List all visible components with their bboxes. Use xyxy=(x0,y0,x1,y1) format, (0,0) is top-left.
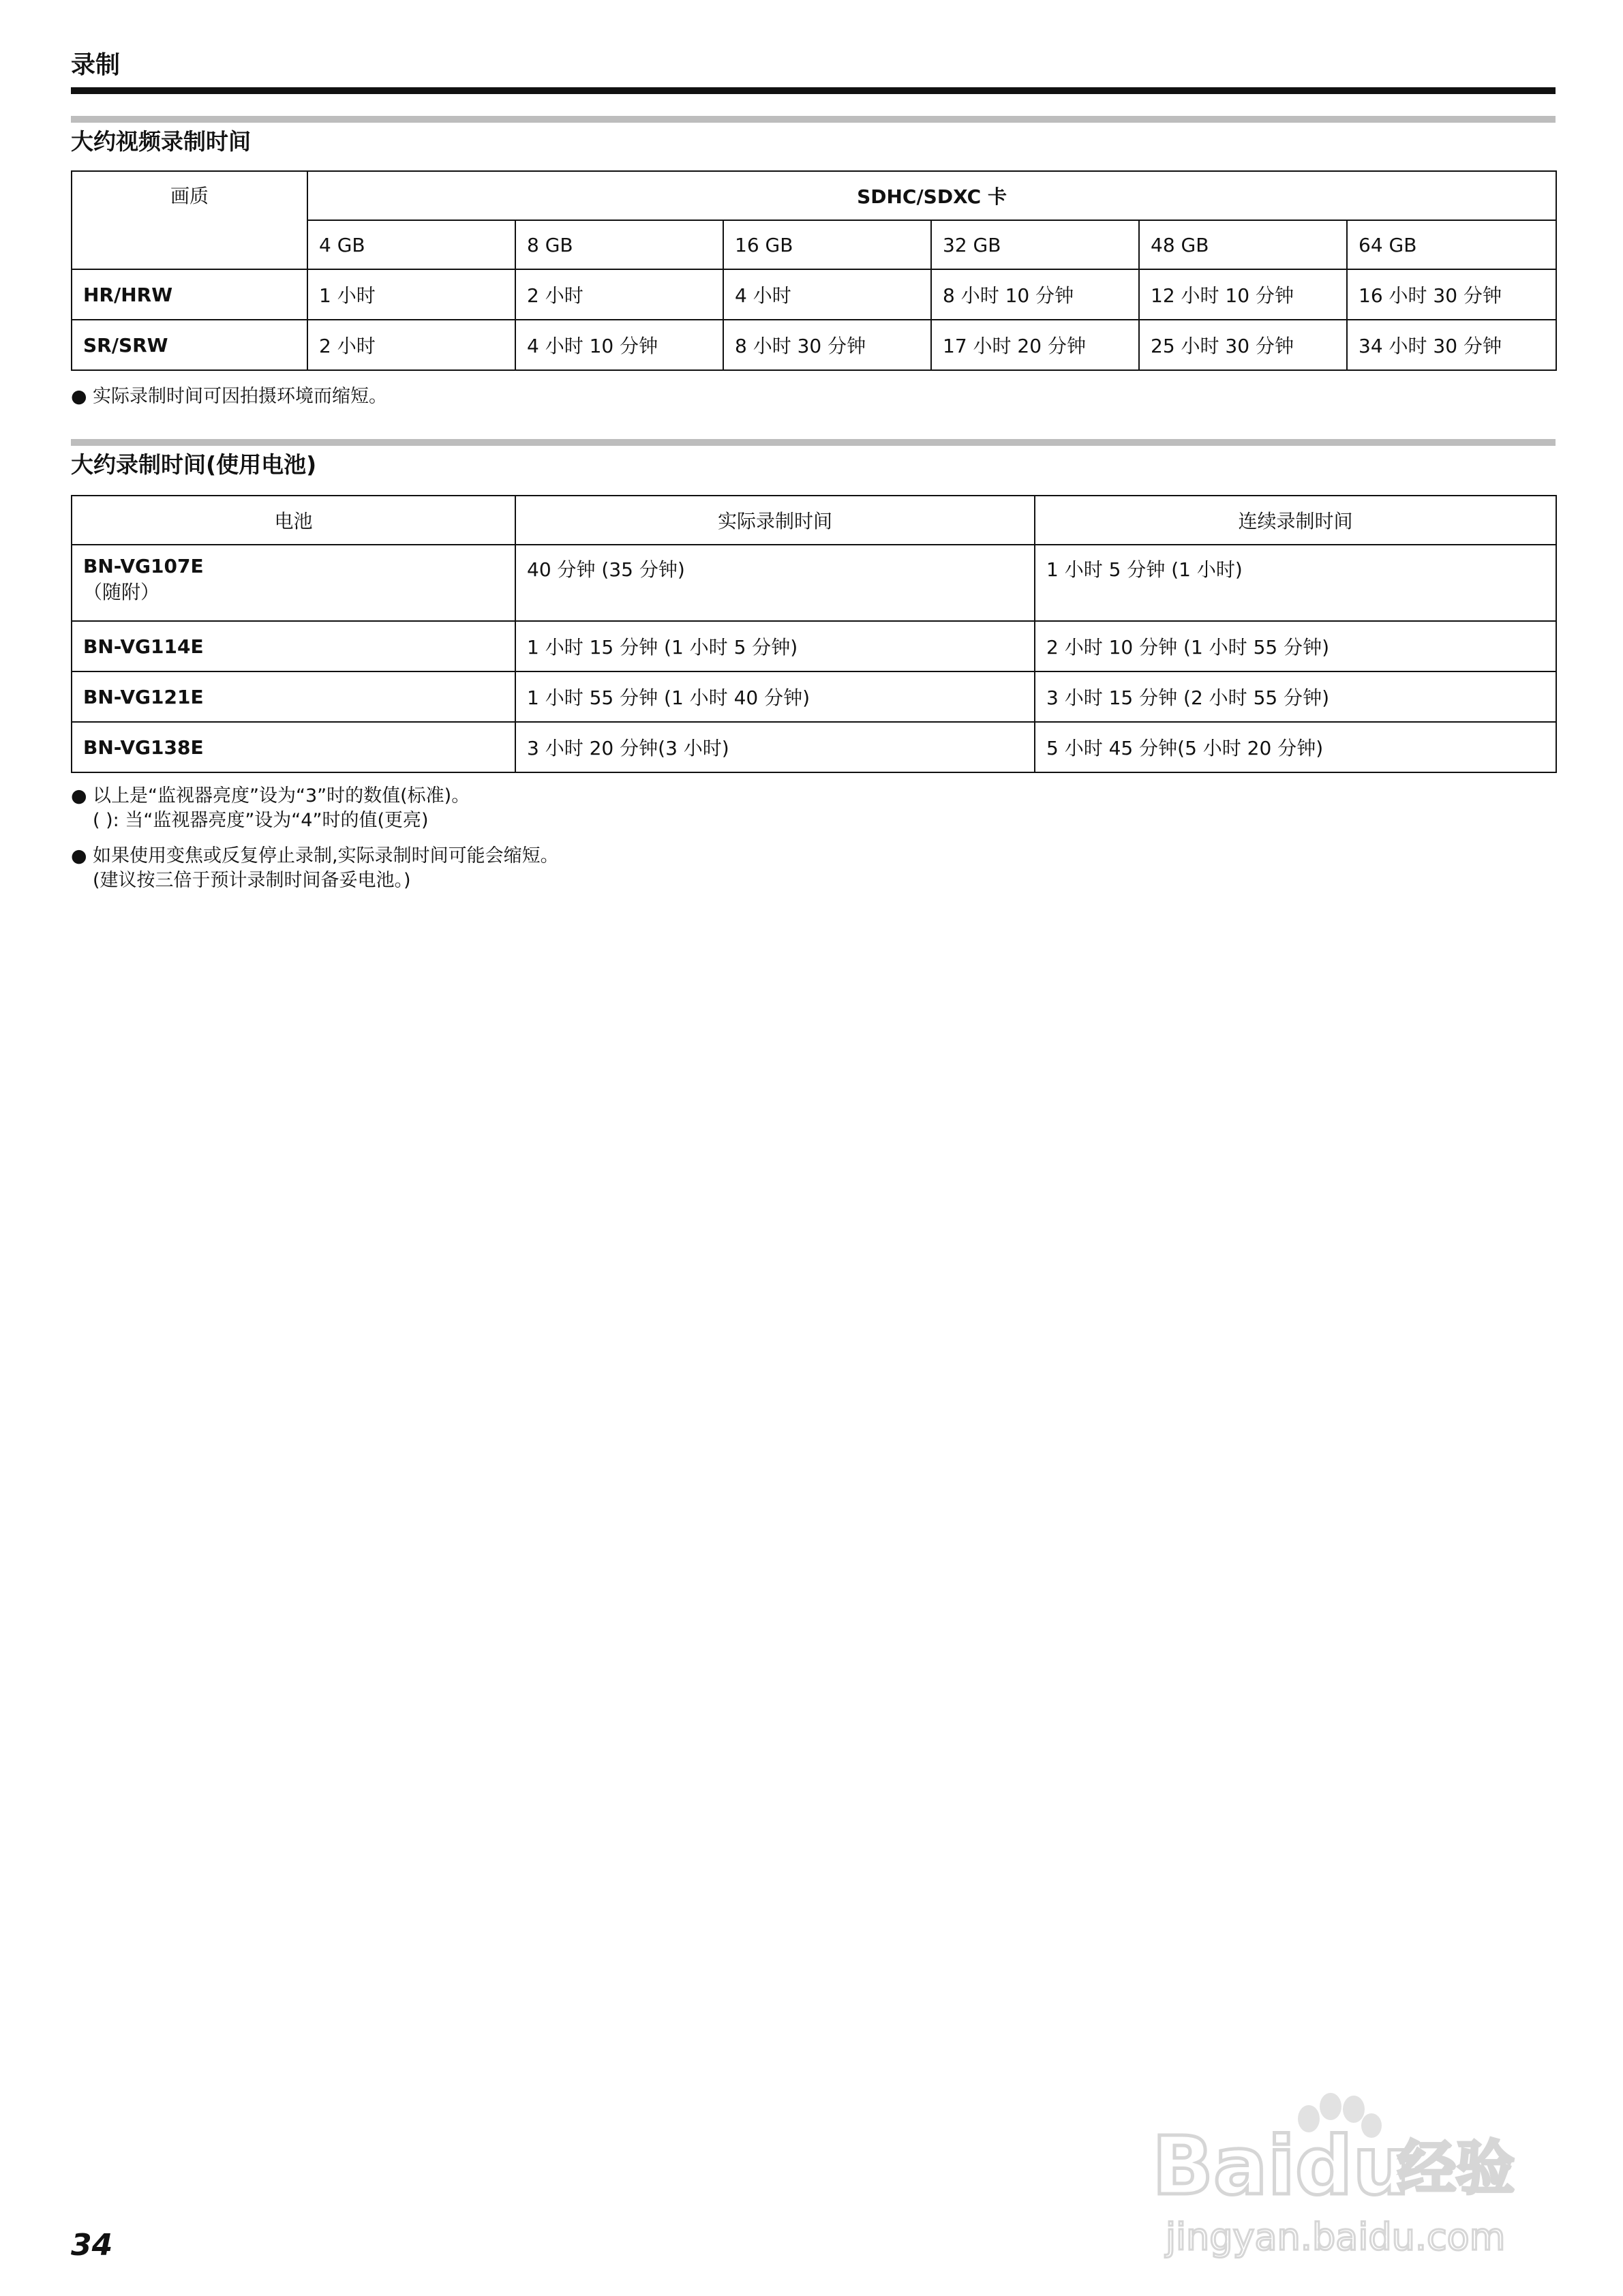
note-text: 以上是“监视器亮度”设为“3”时的数值(标准)。 xyxy=(93,785,470,806)
table-row xyxy=(72,722,1556,772)
battery-header: 电池 xyxy=(72,496,515,545)
table-cell: 2 小时 xyxy=(307,320,515,370)
battery-section-title: 大约录制时间(使用电池) xyxy=(71,451,317,478)
section-divider xyxy=(71,439,1556,446)
video-section-title: 大约视频录制时间 xyxy=(71,128,251,155)
note-text: ( ): 当“监视器亮度”设为“4”时的值(更亮) xyxy=(93,810,429,831)
quality-label: HR/HRW xyxy=(72,269,307,320)
battery-note-1 xyxy=(71,784,470,833)
actual-time-header: 实际录制时间 xyxy=(515,496,1035,545)
battery-model-cell xyxy=(72,545,515,621)
table-cell: 16 小时 30 分钟 xyxy=(1347,269,1556,320)
watermark-url: jingyan.baidu.com xyxy=(1166,2216,1506,2259)
battery-model: BN-VG121E xyxy=(72,671,515,722)
table-cell: 1 小时 xyxy=(307,269,515,320)
table-cell: 4 小时 10 分钟 xyxy=(515,320,723,370)
page-header-title: 录制 xyxy=(71,51,121,79)
table-cell: 8 小时 10 分钟 xyxy=(931,269,1139,320)
note-text: 实际录制时间可因拍摄环境而缩短。 xyxy=(93,386,387,407)
capacity-header: 8 GB xyxy=(515,220,723,269)
bullet-icon: ● xyxy=(71,785,87,806)
battery-model: BN-VG107E xyxy=(83,555,204,577)
table-cell: 2 小时 10 分钟 (1 小时 55 分钟) xyxy=(1035,621,1556,671)
video-recording-time-table xyxy=(71,170,1557,371)
table-row xyxy=(72,671,1556,722)
table-cell: 3 小时 20 分钟(3 小时) xyxy=(515,722,1035,772)
table-row xyxy=(72,320,1556,370)
baidu-watermark xyxy=(1152,2079,1534,2270)
battery-note: （随附） xyxy=(83,581,160,603)
page-number: 34 xyxy=(71,2228,113,2263)
watermark-brand-cn: 经验 xyxy=(1397,2134,1515,2203)
table-cell: 1 小时 5 分钟 (1 小时) xyxy=(1035,545,1556,621)
table-cell: 25 小时 30 分钟 xyxy=(1139,320,1347,370)
capacity-header: 4 GB xyxy=(307,220,515,269)
table-row xyxy=(72,269,1556,320)
quality-label: SR/SRW xyxy=(72,320,307,370)
table-cell: 8 小时 30 分钟 xyxy=(723,320,931,370)
table-cell: 40 分钟 (35 分钟) xyxy=(515,545,1035,621)
bullet-icon: ● xyxy=(71,386,87,407)
watermark-brand: Baidu xyxy=(1152,2119,1410,2213)
capacity-header: 16 GB xyxy=(723,220,931,269)
capacity-header: 64 GB xyxy=(1347,220,1556,269)
quality-header: 画质 xyxy=(72,171,307,269)
bullet-icon: ● xyxy=(71,845,87,866)
capacity-header: 48 GB xyxy=(1139,220,1347,269)
table-cell: 4 小时 xyxy=(723,269,931,320)
continuous-time-header: 连续录制时间 xyxy=(1035,496,1556,545)
table-cell: 3 小时 15 分钟 (2 小时 55 分钟) xyxy=(1035,671,1556,722)
note-text: (建议按三倍于预计录制时间备妥电池。) xyxy=(93,870,411,891)
battery-note-2 xyxy=(71,844,559,893)
video-note xyxy=(71,384,387,409)
table-cell: 34 小时 30 分钟 xyxy=(1347,320,1556,370)
section-divider xyxy=(71,116,1556,123)
table-row xyxy=(72,545,1556,621)
table-cell: 17 小时 20 分钟 xyxy=(931,320,1139,370)
header-rule xyxy=(71,87,1556,94)
table-row xyxy=(72,621,1556,671)
capacity-header: 32 GB xyxy=(931,220,1139,269)
battery-model: BN-VG138E xyxy=(72,722,515,772)
table-cell: 1 小时 55 分钟 (1 小时 40 分钟) xyxy=(515,671,1035,722)
card-header: SDHC/SDXC 卡 xyxy=(307,171,1556,220)
table-cell: 2 小时 xyxy=(515,269,723,320)
table-cell: 12 小时 10 分钟 xyxy=(1139,269,1347,320)
table-cell: 1 小时 15 分钟 (1 小时 5 分钟) xyxy=(515,621,1035,671)
battery-recording-time-table xyxy=(71,495,1557,773)
note-text: 如果使用变焦或反复停止录制,实际录制时间可能会缩短。 xyxy=(93,845,559,866)
battery-model: BN-VG114E xyxy=(72,621,515,671)
table-cell: 5 小时 45 分钟(5 小时 20 分钟) xyxy=(1035,722,1556,772)
